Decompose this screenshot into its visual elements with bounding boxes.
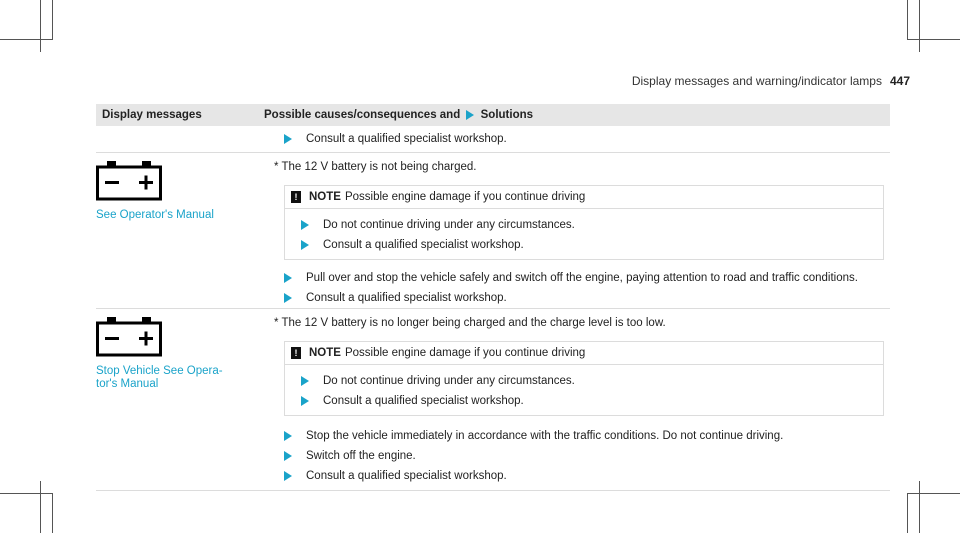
- note-step: Do not continue driving under any circumstances.: [301, 215, 883, 235]
- display-message-text: Stop Vehicle See Opera- tor's Manual: [96, 365, 223, 390]
- crop-mark: [919, 0, 920, 52]
- solution-step: Consult a qualified specialist workshop.: [284, 288, 890, 308]
- arrow-right-icon: [284, 273, 292, 283]
- crop-mark: [52, 493, 53, 533]
- page-header-title: Display messages and warning/indicator lamps: [631, 74, 882, 88]
- note-step: Consult a qualified specialist workshop.: [301, 235, 883, 255]
- table-header-row: [96, 104, 890, 126]
- note-step: Consult a qualified specialist workshop.: [301, 391, 883, 411]
- battery-icon: [96, 159, 162, 201]
- crop-mark: [40, 481, 41, 533]
- note-step: Do not continue driving under any circumstances.: [301, 371, 883, 391]
- table-row: [96, 153, 890, 309]
- display-messages-table: [96, 104, 890, 491]
- column-header-causes: [258, 104, 890, 126]
- page-header: [632, 74, 910, 88]
- crop-mark: [908, 39, 960, 40]
- column-header-causes-label: Possible causes/consequences and: [264, 109, 461, 121]
- crop-mark: [908, 493, 960, 494]
- arrow-right-icon: [301, 376, 309, 386]
- column-header-display-messages: Display messages: [96, 104, 258, 126]
- table-row: [96, 309, 890, 491]
- note-box: [284, 341, 884, 416]
- arrow-right-icon: [284, 451, 292, 461]
- note-box: [284, 185, 884, 260]
- crop-mark: [40, 0, 41, 52]
- crop-mark: [919, 481, 920, 533]
- crop-mark: [907, 0, 908, 40]
- arrow-right-icon: [466, 110, 474, 120]
- note-text: Possible engine damage if you continue driving: [344, 191, 586, 203]
- display-message-text: See Operator's Manual: [96, 209, 214, 221]
- crop-mark: [52, 0, 53, 40]
- column-header-solutions-label: Solutions: [480, 109, 534, 121]
- crop-mark: [907, 493, 908, 533]
- warning-icon: !: [291, 191, 301, 203]
- crop-mark: [0, 493, 52, 494]
- solution-step: Consult a qualified specialist workshop.: [284, 466, 890, 486]
- warning-icon: !: [291, 347, 301, 359]
- arrow-right-icon: [301, 240, 309, 250]
- crop-mark: [0, 39, 52, 40]
- page-number: 447: [889, 74, 910, 88]
- cause-text: * The 12 V battery is no longer being charged and the charge level is too low.: [274, 317, 666, 329]
- arrow-right-icon: [301, 396, 309, 406]
- arrow-right-icon: [301, 220, 309, 230]
- arrow-right-icon: [284, 431, 292, 441]
- table-row: [96, 126, 890, 153]
- note-label: NOTE: [309, 191, 341, 203]
- note-label: NOTE: [309, 347, 341, 359]
- cause-text: * The 12 V battery is not being charged.: [274, 161, 477, 173]
- solution-step: Stop the vehicle immediately in accordance with the traffic conditions. Do not continue driving.: [284, 426, 890, 446]
- arrow-right-icon: [284, 293, 292, 303]
- solution-step: Switch off the engine.: [284, 446, 890, 466]
- battery-icon: [96, 315, 162, 357]
- solution-step: Pull over and stop the vehicle safely and switch off the engine, paying attention to road and traffic conditions.: [284, 268, 890, 288]
- note-text: Possible engine damage if you continue driving: [344, 347, 586, 359]
- arrow-right-icon: [284, 471, 292, 481]
- arrow-right-icon: [284, 134, 292, 144]
- solution-step: Consult a qualified specialist workshop.: [284, 129, 890, 149]
